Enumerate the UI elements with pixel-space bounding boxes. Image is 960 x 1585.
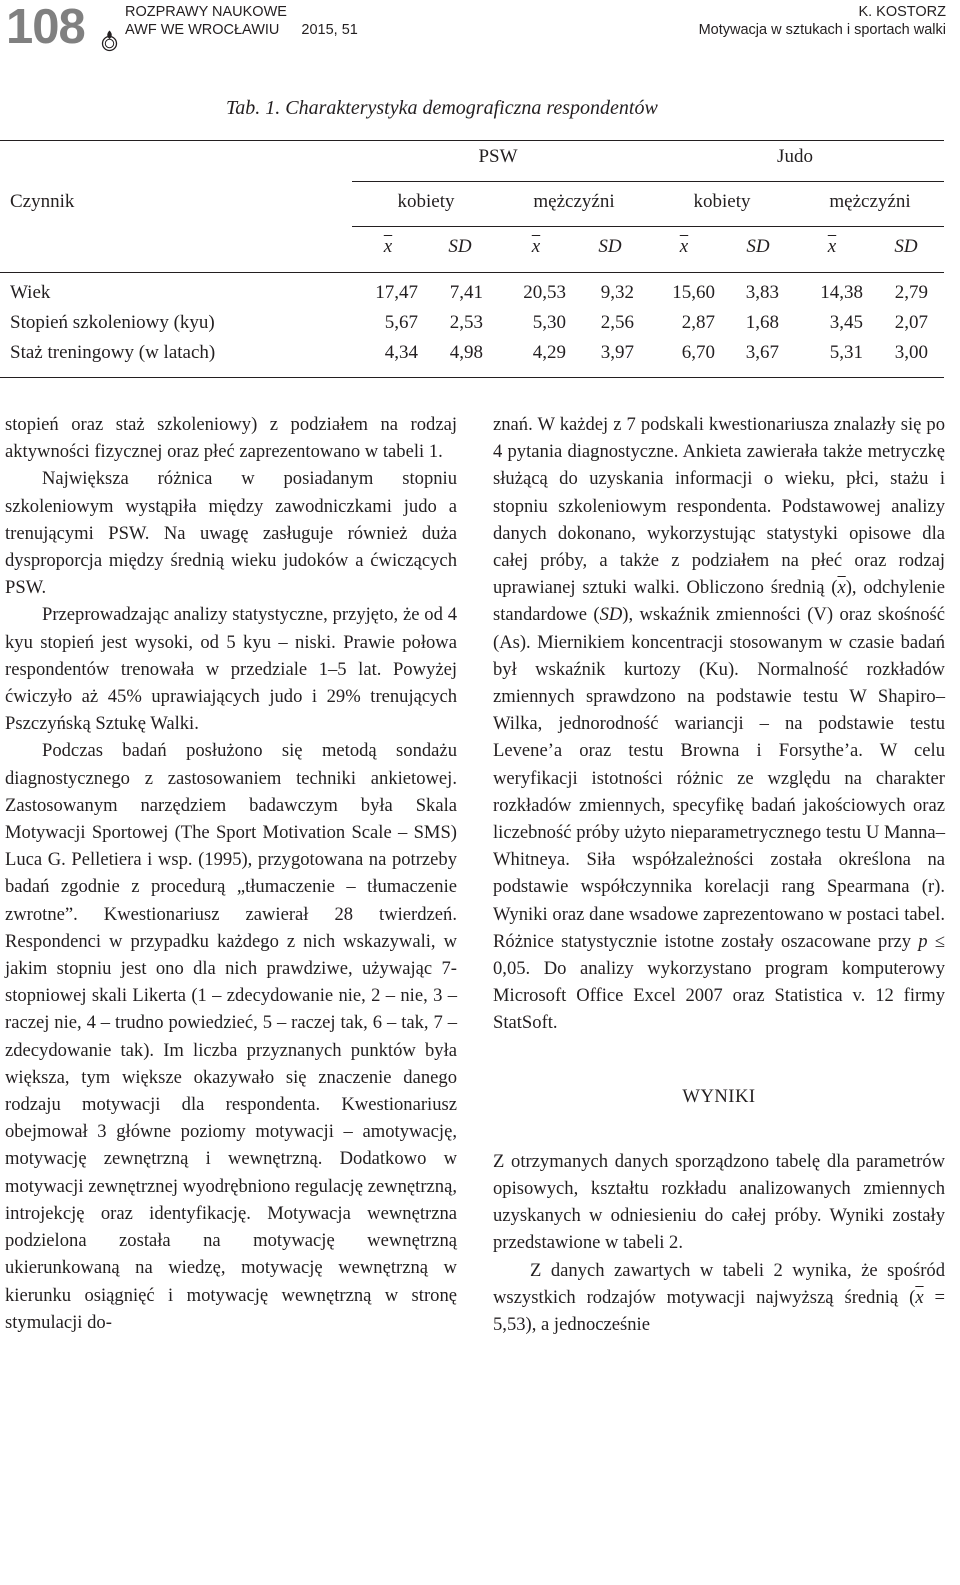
table-bottom-rule xyxy=(0,377,944,378)
table-cell: 2,87 xyxy=(681,312,715,333)
subheader-judo-women: kobiety xyxy=(693,191,751,212)
text-column-left xyxy=(5,411,457,1336)
table-cell: 4,29 xyxy=(532,342,566,363)
sd-symbol: SD xyxy=(599,604,623,626)
stat-mean-header: $\overline{x}$ xyxy=(383,236,393,257)
table-cell: 7,41 xyxy=(449,282,483,303)
mean-symbol: $\overline{x}$ xyxy=(915,1286,924,1308)
table-cell: 3,97 xyxy=(600,342,634,363)
paragraph: stopień oraz staż szkoleniowy) z podziałem na rodzaj aktywności fizycznej oraz płeć zaprezentowano w tabeli 1. xyxy=(5,414,457,463)
p-symbol: p xyxy=(918,930,928,952)
paragraph xyxy=(493,1257,945,1339)
table-cell: 20,53 xyxy=(523,282,566,303)
paragraph-text: = 5,53), a jednocześnie xyxy=(493,1286,946,1336)
table-caption: Tab. 1. Charakterystyka demograficzna respondentów xyxy=(226,97,658,119)
table-cell: 3,00 xyxy=(894,342,928,363)
stat-sd-header: SD xyxy=(894,236,918,257)
journal-name-line1: ROZPRAWY NAUKOWE xyxy=(125,4,287,20)
subheader-psw-men: mężczyźni xyxy=(533,191,615,212)
table-cell: 2,79 xyxy=(894,282,928,303)
paragraph: Największa różnica w posiadanym stopniu szkoleniowym wystąpiła między zawodniczkami judo a trenującymi PSW. Na uwagę zasługuje również duża dysproporcja między średnią wieku judoków a ćwiczących PSW. xyxy=(5,468,457,599)
paragraph-text: ), odchylenie standardowe ( xyxy=(493,577,945,626)
stat-mean-header: $\overline{x}$ xyxy=(827,236,837,257)
journal-name-line2: AWF WE WROCŁAWIU xyxy=(125,22,280,38)
article-running-title xyxy=(699,3,946,39)
text-column-right xyxy=(493,411,945,1338)
table-cell: 5,67 xyxy=(384,312,418,333)
stat-sd-header: SD xyxy=(448,236,472,257)
stat-sd-header: SD xyxy=(746,236,770,257)
group-header-psw: PSW xyxy=(478,146,518,167)
table-cell: 15,60 xyxy=(672,282,715,303)
table-cell: 5,31 xyxy=(829,342,863,363)
table-cell: 2,56 xyxy=(600,312,634,333)
table-cell: 17,47 xyxy=(375,282,418,303)
paragraph: Z otrzymanych danych sporządzono tabelę dla parametrów opisowych, kształtu rozkładu analizowanych zmiennych uzyskanych w odniesieniu do całej próby. Wyniki zostały przedstawione w tabeli 2. xyxy=(493,1150,945,1254)
row-label: Stopień szkoleniowy (kyu) xyxy=(10,312,215,333)
stat-mean-header: $\overline{x}$ xyxy=(679,236,689,257)
paragraph-text: ), wskaźnik zmienności (V) oraz skośność (As). Miernikiem koncentracji stosowanym w czasie badań był wskaźnik kurtozy (Ku). Normalność rozkładów zmiennych sprawdzono na podstawie testu W Shapiro–Wilka, jednorodność wariancji – na podstawie testu Levene’a oraz testu Browna i Forsythe’a. W celu weryfikacji istotności różnic ze względu na charakter rozkładów zmiennych, specyfikę badań jakościowych oraz liczebność próby użyto nieparametrycznego testu U Manna–Whitneya. Siła współzależności została określona na podstawie współczynnika korelacji rang Spearmana (r). Wyniki oraz dane wsadowe zaprezentowano w postaci tabel. Różnice statystycznie istotne zostały oszacowane przy xyxy=(493,604,945,952)
paragraph-text: ≤ 0,05. Do analizy wykorzystano program komputerowy Microsoft Office Excel 2007 oraz Statistica v. 12 firmy StatSoft. xyxy=(493,930,946,1034)
table-cell: 3,83 xyxy=(745,282,779,303)
table-cell: 2,53 xyxy=(449,312,483,333)
running-header xyxy=(0,0,960,56)
table-cell: 3,45 xyxy=(829,312,863,333)
table-cell: 4,34 xyxy=(384,342,418,363)
paragraph: Podczas badań posłużono się metodą sondażu diagnostycznego z zastosowaniem techniki ankietowej. Zastosowanym narzędziem badawczym była Skala Motywacji Sportowej (The Sport Motivation Scale – SMS) Luca G. Pelletiera i wsp. (1995), przygotowana na potrzeby badań zgodnie z procedurą „tłumaczenie – tłumaczenie zwrotne”. Kwestionariusz zawierał 28 twierdzeń. Respondenci w przypadku każdego z nich wskazywali, w jakim stopniu jest ono dla nich prawdziwe, używając 7-stopniowej skali Likerta (1 – zdecydowanie nie, 2 – nie, 3 – raczej nie, 4 – trudno powiedzieć, 5 – raczej tak, 6 – tak, 7 – zdecydowanie tak). Im liczba przyznanych punktów była większa, tym większe okazywało się znaczenie danego rodzaju motywacji dla respondenta. Kwestionariusz obejmował 3 główne poziomy motywacji – amotywację, motywację zewnętrzną i wewnętrzną. Dodatkowo w motywacji zewnętrznej wyodrębniono regulację zewnętrzną, introjekcję oraz identyfikację. Motywacja wewnętrzna podzielona została na motywację wewnętrzną ukierunkowaną na wiedzę, motywację wewnętrzną w kierunku osiągnięć i motywację wewnętrzną w stronę stymulacji do- xyxy=(5,740,457,1333)
page-number: 108 xyxy=(6,0,85,54)
paragraph: Przeprowadzając analizy statystyczne, przyjęto, że od 4 kyu stopień jest wysoki, od 5 kyu – niski. Prawie połowa respondentów trenowała w przedziale 1–5 lat. Powyżej ćwiczyło aż 45% uprawiających judo i 29% trenujących Pszczyńską Sztukę Walki. xyxy=(5,604,457,735)
table-cell: 14,38 xyxy=(820,282,863,303)
table-top-rule xyxy=(0,140,944,141)
author-name: K. KOSTORZ xyxy=(858,4,946,20)
subheader-psw-women: kobiety xyxy=(397,191,455,212)
table-cell: 9,32 xyxy=(600,282,634,303)
stat-mean-header: $\overline{x}$ xyxy=(531,236,541,257)
table-cell: 2,07 xyxy=(894,312,928,333)
running-title: Motywacja w sztukach i sportach walki xyxy=(698,22,946,38)
row-label: Staż treningowy (w latach) xyxy=(10,342,216,363)
table-cell: 6,70 xyxy=(681,342,715,363)
stat-sd-header: SD xyxy=(598,236,622,257)
table-cell: 1,68 xyxy=(745,312,779,333)
section-heading-results: WYNIKI xyxy=(682,1085,756,1107)
paragraph xyxy=(493,411,945,1037)
table-sex-rule xyxy=(352,226,944,227)
journal-issue: 2015, 51 xyxy=(301,22,358,38)
factor-header: Czynnik xyxy=(10,191,75,212)
paragraph-text: znań. W każdej z 7 podskali kwestionariusza znalazły się po 4 pytania diagnostyczne. Ankieta zawierała także metryczkę służącą do uzyskania informacji o wieku, płci, stażu i stopniu szkoleniowym respondenta. Podstawowej analizy danych dokonano, wykorzystując statystyki opisowe dla całej próby, a także z podziałem na płeć oraz rodzaj uprawianej sztuki walki. Obliczono średnią ( xyxy=(493,414,945,599)
table-cell: 4,98 xyxy=(449,342,483,363)
table-header-rule xyxy=(0,272,944,273)
table-cell: 5,30 xyxy=(532,312,566,333)
row-label: Wiek xyxy=(10,282,51,303)
table-cell: 3,67 xyxy=(745,342,779,363)
mean-symbol: $\overline{x}$ xyxy=(837,577,846,599)
journal-title xyxy=(125,3,358,39)
subheader-judo-men: mężczyźni xyxy=(829,191,911,212)
journal-logo-icon xyxy=(101,30,118,52)
group-header-judo: Judo xyxy=(777,146,813,167)
paragraph-text: Z danych zawartych w tabeli 2 wynika, że spośród wszystkich rodzajów motywacji najwyższą średnią ( xyxy=(493,1259,945,1308)
table-group-rule xyxy=(352,181,944,182)
